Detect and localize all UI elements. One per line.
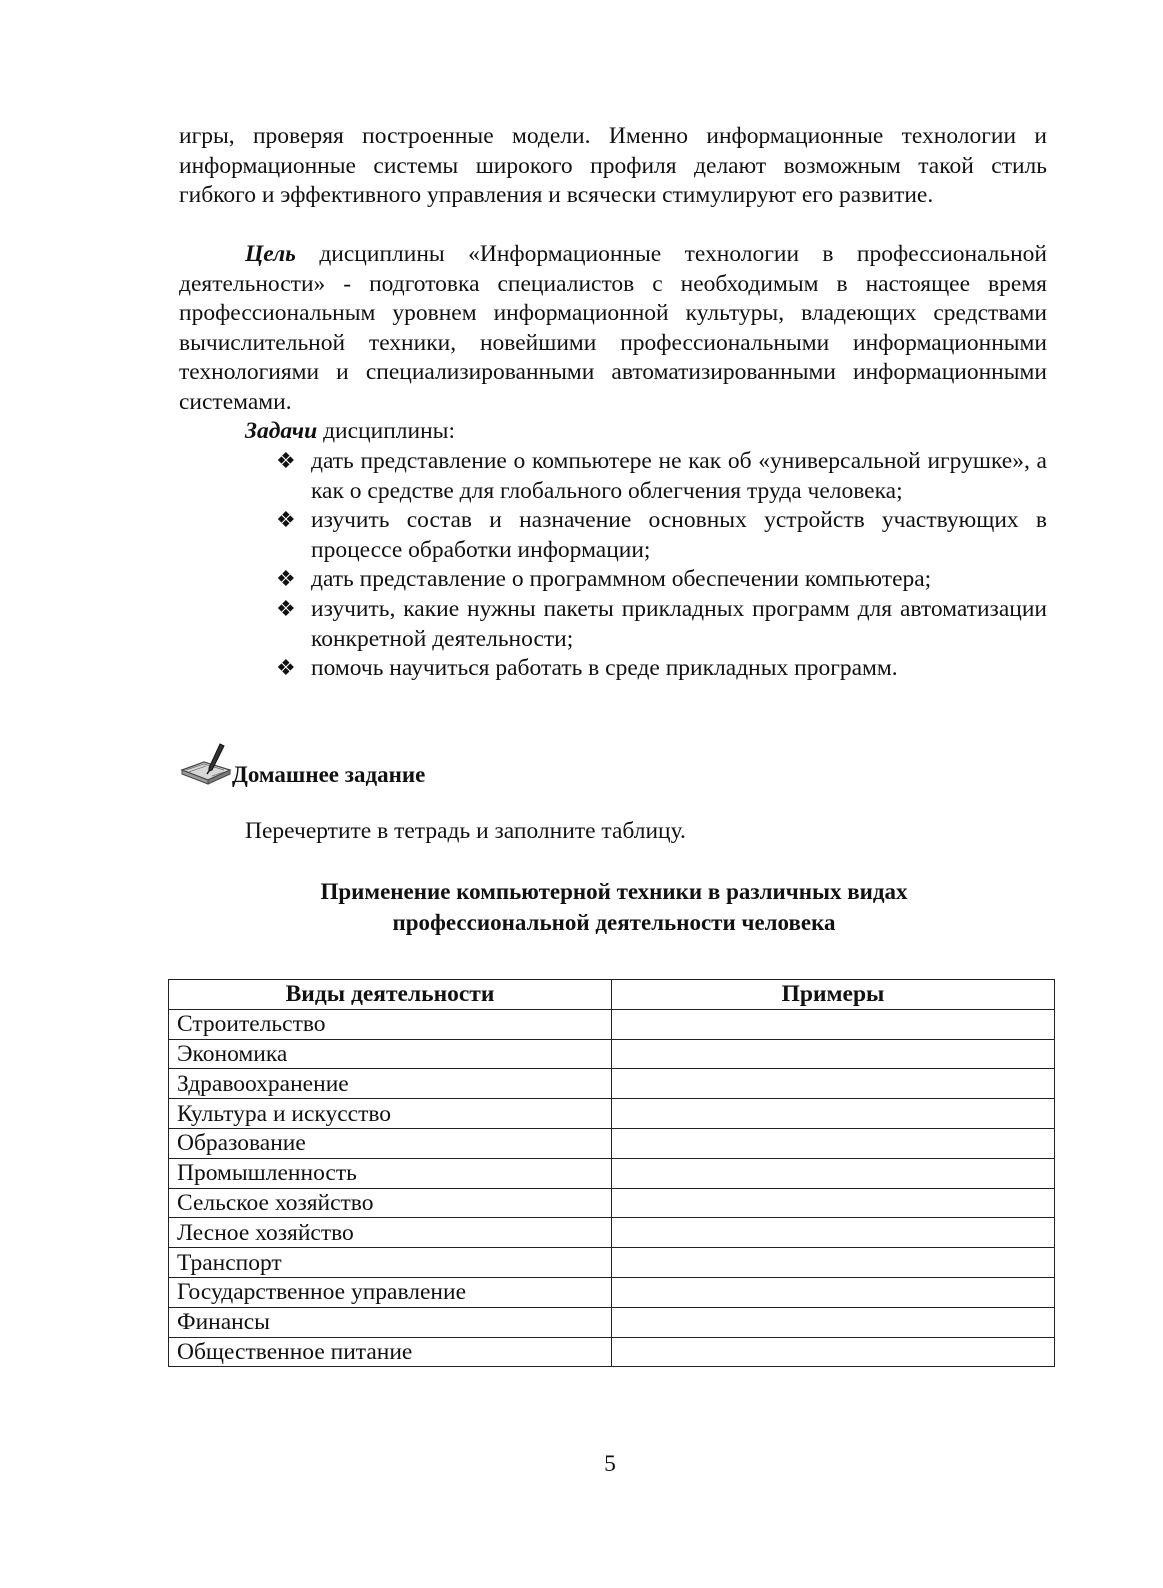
list-item: ❖ изучить состав и назначение основных устройств участвующих в процессе обработки информации; (276, 507, 1047, 563)
examples-cell (612, 1248, 1055, 1278)
intro-paragraph: игры, проверяя построенные модели. Именно информационные технологии и информационные системы широкого профиля делают возможным такой стиль гибкого и эффективного управления и всячески стимулируют его развитие. (179, 123, 1047, 209)
table-row (169, 1277, 1055, 1307)
activity-cell: Образование (169, 1128, 612, 1158)
bullet-diamond-icon: ❖ (276, 567, 296, 593)
page-number: 5 (604, 1451, 616, 1477)
column-header-activity: Виды деятельности (169, 980, 612, 1010)
table-row (169, 1218, 1055, 1248)
goal-text: дисциплины «Информационные технологии в профессиональной деятельности» - подготовка специалистов с необходимым в настоящее время профессиональным уровнем информационной культуры, владеющих средствами вычислительной техники, новейшими профессиональными информационными технологиями и специализированными автоматизированными информационными системами. (179, 241, 1047, 415)
table-row (169, 1069, 1055, 1099)
activity-cell: Культура и искусство (169, 1099, 612, 1129)
examples-cell (612, 1158, 1055, 1188)
table-title-line-2: профессиональной деятельности человека (392, 910, 836, 935)
list-item: ❖ помочь научиться работать в среде прикладных программ. (276, 654, 1047, 684)
bullet-diamond-icon: ❖ (276, 508, 296, 534)
table-row (169, 1009, 1055, 1039)
activity-cell: Строительство (169, 1009, 612, 1039)
book-pen-icon (180, 740, 234, 790)
examples-cell (612, 1188, 1055, 1218)
activity-cell: Транспорт (169, 1248, 612, 1278)
examples-cell (612, 1039, 1055, 1069)
activity-cell: Сельское хозяйство (169, 1188, 612, 1218)
list-item: ❖ дать представление о программном обеспечении компьютера; (276, 565, 1047, 595)
examples-cell (612, 1277, 1055, 1307)
examples-cell (612, 1069, 1055, 1099)
table-row (169, 1307, 1055, 1337)
activity-cell: Финансы (169, 1307, 612, 1337)
goal-paragraph (179, 240, 1047, 418)
goal-label: Цель (245, 241, 296, 267)
homework-title: Домашнее задание (232, 762, 426, 787)
activity-cell: Экономика (169, 1039, 612, 1069)
table-row (169, 1188, 1055, 1218)
bullet-diamond-icon: ❖ (276, 656, 296, 682)
bullet-diamond-icon: ❖ (276, 596, 296, 622)
table-row (169, 1248, 1055, 1278)
activity-cell: Государственное управление (169, 1277, 612, 1307)
examples-cell (612, 1307, 1055, 1337)
table-row (169, 1128, 1055, 1158)
examples-cell (612, 1099, 1055, 1129)
examples-cell (612, 1218, 1055, 1248)
table-row (169, 1158, 1055, 1188)
table-row (169, 1099, 1055, 1129)
table-title-line-1: Применение компьютерной техники в различных видах (320, 879, 908, 904)
activity-cell: Общественное питание (169, 1337, 612, 1367)
examples-cell (612, 1009, 1055, 1039)
tasks-text: дисциплины: (317, 418, 455, 444)
examples-cell (612, 1128, 1055, 1158)
list-item: ❖ дать представление о компьютере не как об «универсальной игрушке», а как о средстве для глобального облегчения труда человека; (276, 448, 1047, 504)
column-header-examples: Примеры (612, 980, 1055, 1010)
list-item: ❖ изучить, какие нужны пакеты прикладных программ для автоматизации конкретной деятельности; (276, 595, 1047, 652)
activity-cell: Здравоохранение (169, 1069, 612, 1099)
bullet-diamond-icon: ❖ (276, 449, 296, 474)
homework-instruction: Перечертите в тетрадь и заполните таблицу. (245, 818, 686, 844)
activity-cell: Промышленность (169, 1158, 612, 1188)
table-row (169, 1039, 1055, 1069)
activities-table (168, 979, 1055, 1367)
table-header-row (169, 980, 1055, 1010)
activity-cell: Лесное хозяйство (169, 1218, 612, 1248)
tasks-heading (245, 417, 1045, 447)
examples-cell (612, 1337, 1055, 1367)
tasks-label: Задачи (245, 418, 318, 444)
table-row (169, 1337, 1055, 1367)
tasks-list (276, 447, 1047, 684)
